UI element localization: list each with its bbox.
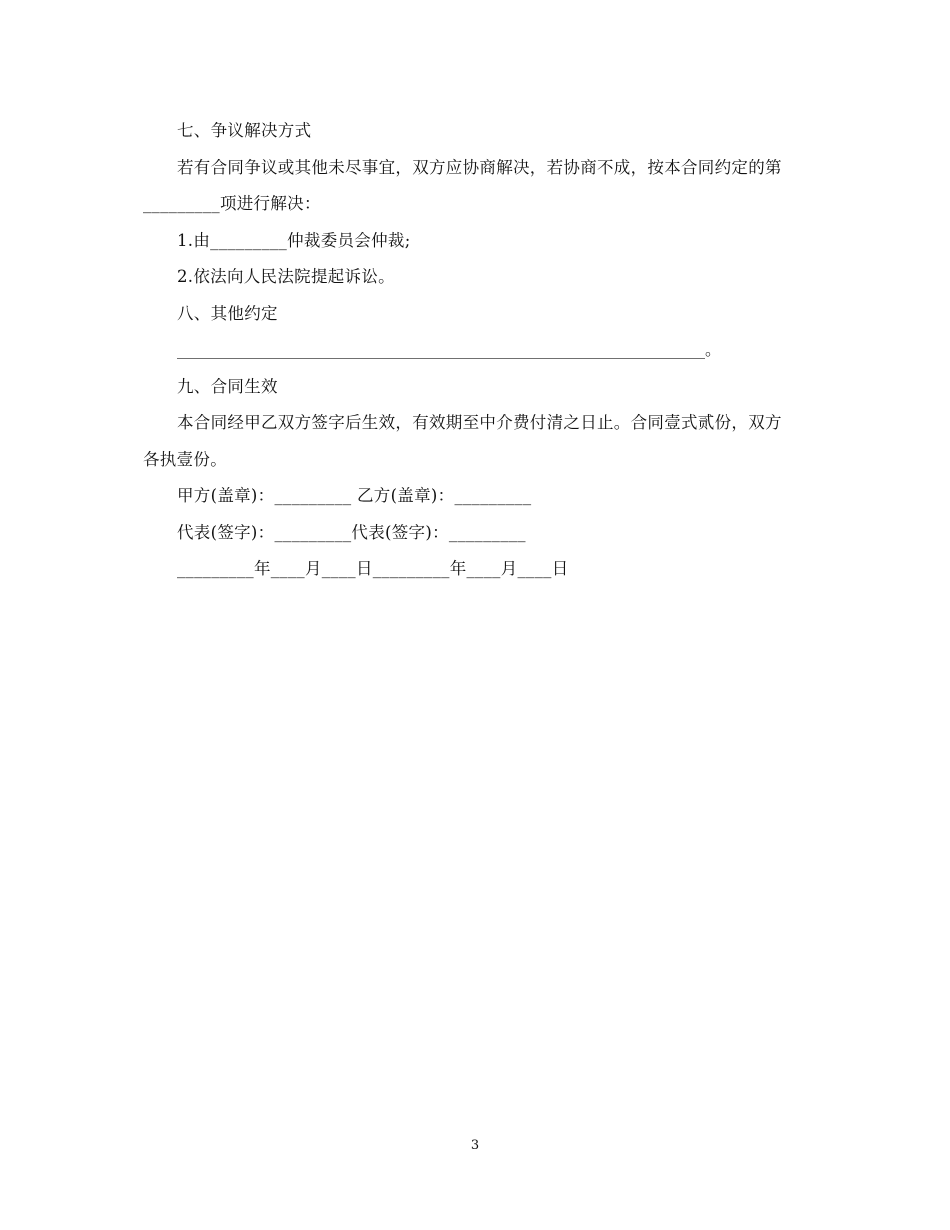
contract-effect-paragraph: 本合同经甲乙双方签字后生效，有效期至中介费付清之日止。合同壹式贰份，双方各执壹份。: [143, 413, 782, 469]
section-heading-contract-effect: 九、合同生效: [177, 376, 278, 396]
section-heading-dispute-resolution: 七、争议解决方式: [177, 121, 312, 140]
other-terms-blank-line: __________________________________________________________________。: [177, 340, 721, 359]
document-body: [143, 113, 798, 588]
signature-line: 代表(签字)：_________代表(签字)：_________: [177, 522, 526, 542]
dispute-option-arbitration: 1.由_________仲裁委员会仲裁;: [177, 230, 411, 250]
section-heading-other-terms: 八、其他约定: [177, 303, 278, 323]
seal-line: 甲方(盖章)：_________ 乙方(盖章)：_________: [177, 486, 532, 505]
page-number: 3: [470, 1138, 480, 1153]
date-line: _________年____月____日_________年____月____日: [177, 559, 569, 578]
dispute-option-litigation: 2.依法向人民法院提起诉讼。: [177, 267, 395, 286]
dispute-resolution-paragraph: 若有合同争议或其他未尽事宜，双方应协商解决，若协商不成，按本合同约定的第_________项进行解决：: [143, 157, 782, 213]
